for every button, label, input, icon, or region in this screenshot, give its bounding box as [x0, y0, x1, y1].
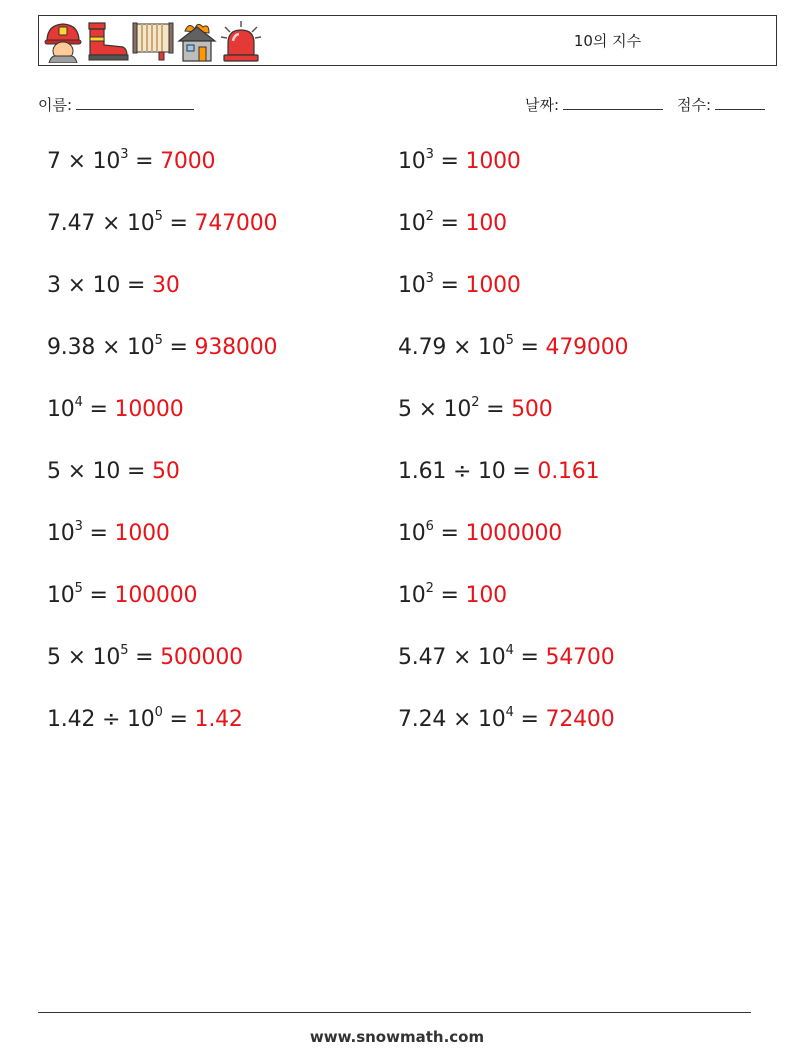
- name-field: [38, 93, 194, 115]
- problem-answer: 0.161: [537, 459, 600, 484]
- problem-equals: =: [513, 707, 546, 732]
- problem-expression: 10: [398, 521, 426, 546]
- problem-left-5: [47, 388, 184, 432]
- problem-left-2: [47, 202, 277, 246]
- problem-exponent: 4: [505, 642, 514, 658]
- problem-expression: 10: [47, 397, 75, 422]
- problem-left-8: [47, 574, 197, 618]
- problem-left-3: [47, 264, 180, 308]
- problem-right-8: [398, 574, 507, 618]
- problem-answer: 7000: [160, 149, 216, 174]
- problem-row: [47, 636, 747, 698]
- problem-answer: 100: [465, 583, 507, 608]
- problem-answer: 50: [152, 459, 180, 484]
- problem-right-5: [398, 388, 553, 432]
- problem-answer: 10000: [114, 397, 184, 422]
- problem-equals: =: [433, 521, 466, 546]
- problem-grid: [47, 140, 747, 760]
- problem-right-4: [398, 326, 628, 370]
- problem-answer: 479000: [545, 335, 629, 360]
- problem-left-7: [47, 512, 170, 556]
- date-blank: [563, 93, 663, 110]
- problem-row: [47, 450, 747, 512]
- problem-answer: 54700: [545, 645, 615, 670]
- problem-equals: =: [82, 397, 115, 422]
- problem-equals: =: [82, 583, 115, 608]
- problem-right-2: [398, 202, 507, 246]
- problem-expression: 7.47 × 10: [47, 211, 155, 236]
- problem-answer: 72400: [545, 707, 615, 732]
- problem-expression: 10: [398, 273, 426, 298]
- problem-expression: 10: [47, 583, 75, 608]
- problem-left-4: [47, 326, 277, 370]
- score-label: 점수:: [677, 96, 712, 114]
- problem-row: [47, 512, 747, 574]
- problem-right-1: [398, 140, 521, 184]
- problem-left-6: [47, 450, 180, 494]
- problem-exponent: 5: [154, 208, 163, 224]
- problem-answer: 30: [152, 273, 180, 298]
- score-blank: [715, 93, 765, 110]
- problem-row: [47, 698, 747, 760]
- problem-row: [47, 574, 747, 636]
- problem-expression: 10: [398, 211, 426, 236]
- problem-equals: =: [433, 149, 466, 174]
- problem-answer: 1000: [465, 273, 521, 298]
- footer-url: www.snowmath.com: [309, 1028, 485, 1046]
- problem-row: [47, 202, 747, 264]
- problem-exponent: 2: [425, 208, 434, 224]
- problem-equals: =: [128, 645, 161, 670]
- problem-exponent: 2: [471, 394, 480, 410]
- problem-expression: 1.42 ÷ 10: [47, 707, 155, 732]
- problem-left-10: [47, 698, 243, 742]
- problem-answer: 1000000: [465, 521, 563, 546]
- problem-expression: 5 × 10: [398, 397, 472, 422]
- problem-row: [47, 326, 747, 388]
- problem-answer: 500000: [160, 645, 243, 670]
- problem-answer: 100000: [114, 583, 198, 608]
- problem-equals: =: [162, 335, 195, 360]
- problem-answer: 747000: [194, 211, 278, 236]
- problem-exponent: 3: [74, 518, 83, 534]
- problem-expression: 10: [398, 583, 426, 608]
- problem-equals: =: [479, 397, 512, 422]
- problem-right-6: [398, 450, 599, 494]
- problem-exponent: 5: [154, 332, 163, 348]
- problem-expression: 5.47 × 10: [398, 645, 506, 670]
- problem-equals: =: [82, 521, 115, 546]
- problem-exponent: 6: [425, 518, 434, 534]
- name-label: 이름:: [38, 96, 73, 114]
- problem-left-9: [47, 636, 243, 680]
- problem-exponent: 5: [74, 580, 83, 596]
- problem-answer: 1.42: [194, 707, 243, 732]
- date-field: [525, 93, 663, 115]
- problem-answer: 100: [465, 211, 507, 236]
- problem-expression: 5 × 10 =: [47, 459, 153, 484]
- problem-equals: =: [513, 645, 546, 670]
- problem-expression: 5 × 10: [47, 645, 121, 670]
- problem-equals: =: [128, 149, 161, 174]
- problem-equals: =: [433, 273, 466, 298]
- problem-right-3: [398, 264, 521, 308]
- problem-row: [47, 388, 747, 450]
- problem-exponent: 3: [425, 146, 434, 162]
- problem-equals: =: [433, 211, 466, 236]
- problem-row: [47, 264, 747, 326]
- problem-exponent: 5: [505, 332, 514, 348]
- problem-expression: 4.79 × 10: [398, 335, 506, 360]
- footer-divider: [38, 1012, 751, 1013]
- problem-equals: =: [162, 707, 195, 732]
- problem-expression: 9.38 × 10: [47, 335, 155, 360]
- problem-equals: =: [433, 583, 466, 608]
- problem-expression: 3 × 10 =: [47, 273, 153, 298]
- problem-answer: 1000: [114, 521, 170, 546]
- problem-exponent: 3: [120, 146, 129, 162]
- problem-right-10: [398, 698, 615, 742]
- problem-exponent: 3: [425, 270, 434, 286]
- problem-expression: 7.24 × 10: [398, 707, 506, 732]
- problem-exponent: 4: [505, 704, 514, 720]
- problem-exponent: 5: [120, 642, 129, 658]
- problem-exponent: 4: [74, 394, 83, 410]
- problem-equals: =: [513, 335, 546, 360]
- problem-exponent: 0: [154, 704, 163, 720]
- problem-expression: 7 × 10: [47, 149, 121, 174]
- problem-answer: 500: [511, 397, 553, 422]
- page-title: 10의 지수: [573, 32, 642, 50]
- problem-right-7: [398, 512, 562, 556]
- problem-answer: 1000: [465, 149, 521, 174]
- header-box: [38, 15, 777, 66]
- problem-right-9: [398, 636, 615, 680]
- problem-answer: 938000: [194, 335, 278, 360]
- problem-left-1: [47, 140, 215, 184]
- problem-row: [47, 140, 747, 202]
- name-blank: [76, 93, 194, 110]
- date-label: 날짜:: [525, 96, 560, 114]
- problem-exponent: 2: [425, 580, 434, 596]
- problem-equals: =: [162, 211, 195, 236]
- problem-expression: 10: [398, 149, 426, 174]
- problem-expression: 10: [47, 521, 75, 546]
- score-field: [677, 93, 765, 115]
- problem-expression: 1.61 ÷ 10 =: [398, 459, 538, 484]
